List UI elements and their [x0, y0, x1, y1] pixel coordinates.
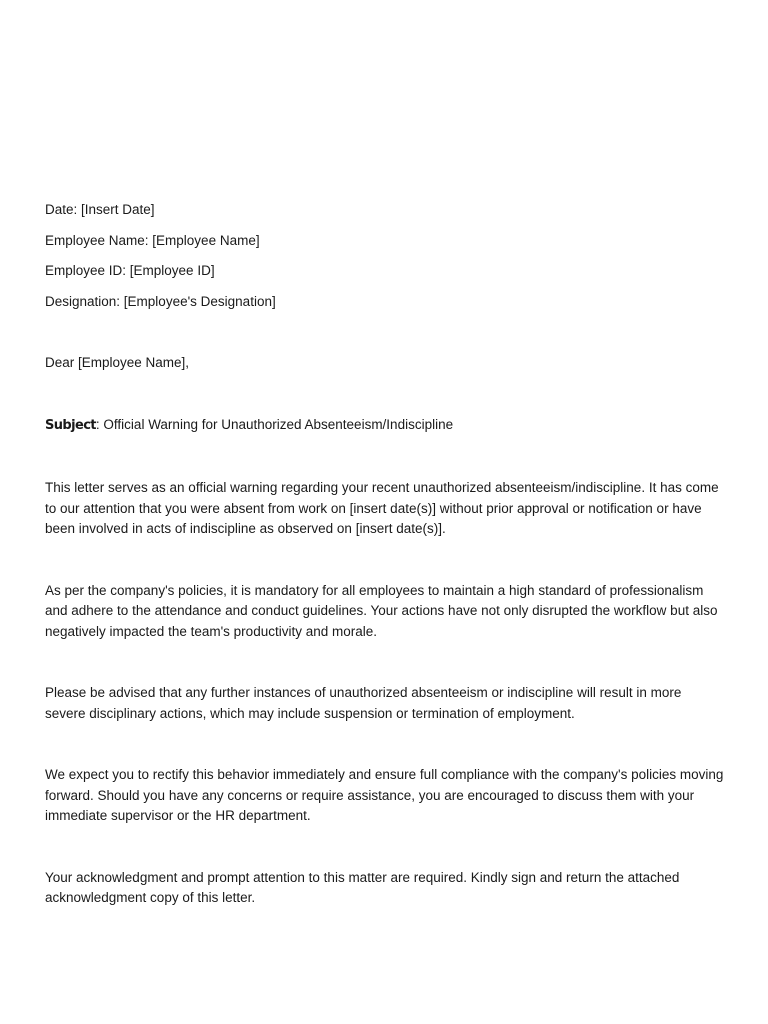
body-paragraph-4: We expect you to rectify this behavior immediately and ensure full compliance with the company's policies moving forward. Should you have any concerns or require assistance, you are encouraged to discuss them with your immediate supervisor or the HR department.	[45, 767, 724, 823]
subject-line	[45, 415, 725, 437]
designation-line: Designation: [Employee's Designation]	[45, 293, 276, 309]
subject-text: : Official Warning for Unauthorized Absenteeism/Indiscipline	[95, 416, 454, 432]
warning-letter	[45, 200, 725, 909]
employee-id-line: Employee ID: [Employee ID]	[45, 263, 215, 278]
date-line: Date: [Insert Date]	[45, 202, 155, 217]
body-paragraph-5: Your acknowledgment and prompt attention to this matter are required. Kindly sign and return the attached acknowledgment copy of this letter.	[45, 869, 680, 905]
body-paragraph-1: This letter serves as an official warning regarding your recent unauthorized absenteeism/indiscipline. It has come to our attention that you were absent from work on [insert date(s)] without prior approval or notification or have been involved in acts of indiscipline as observed on [insert date(s)].	[45, 480, 719, 536]
employee-name-line: Employee Name: [Employee Name]	[45, 232, 260, 248]
subject-label: Subject	[45, 417, 96, 433]
salutation: Dear [Employee Name],	[45, 355, 190, 370]
body-paragraph-2: As per the company's policies, it is mandatory for all employees to maintain a high standard of professionalism and adhere to the attendance and conduct guidelines. Your actions have not only disrupted the workflow but also negatively impacted the team's productivity and morale.	[45, 582, 718, 639]
body-paragraph-3: Please be advised that any further instances of unauthorized absenteeism or indiscipline will result in more severe disciplinary actions, which may include suspension or termination of employment.	[45, 685, 682, 721]
